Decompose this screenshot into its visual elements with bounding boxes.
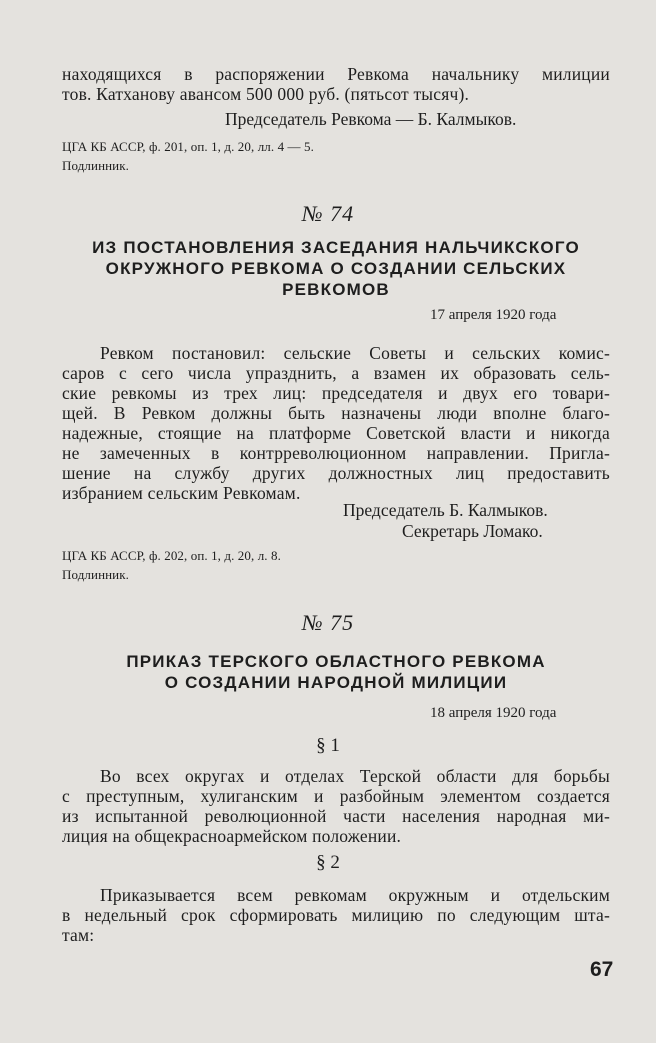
document-date-75: 18 апреля 1920 года [430, 705, 557, 721]
text-line: надежные, стоящие на платформе Советской власти и никогда [62, 423, 610, 443]
document-number-74: № 74 [301, 201, 355, 226]
original-note: Подлинник. [62, 158, 130, 173]
text-line: там: [62, 925, 95, 945]
document-body-74 [62, 343, 610, 503]
text-line: находящихся в распоряжении Ревкома начальнику милиции [62, 64, 610, 84]
archive-source [62, 137, 314, 175]
section-2-text [62, 885, 610, 945]
text-line: избранием сельским Ревкомам. [62, 483, 301, 503]
archive-source-74 [62, 546, 281, 584]
text-line: с преступным, хулиганским и разбойным элементом создается [62, 786, 610, 806]
original-note: Подлинник. [62, 567, 130, 582]
text-line: из испытанной революционной части населения народная ми- [62, 806, 610, 826]
text-line: Ревком постановил: сельские Советы и сельских комис- [100, 343, 610, 363]
heading-line: ИЗ ПОСТАНОВЛЕНИЯ ЗАСЕДАНИЯ НАЛЬЧИКСКОГО [92, 238, 580, 257]
text-line: тов. Катханову авансом 500 000 руб. (пятьсот тысяч). [62, 84, 470, 104]
document-heading-75 [62, 651, 610, 693]
text-line: лиция на общекрасноармейском положении. [62, 826, 402, 846]
continuation-text [62, 64, 610, 104]
document-number-75: № 75 [301, 610, 355, 635]
signature-secretary-74: Секретарь Ломако. [402, 521, 543, 541]
document-date-74: 17 апреля 1920 года [430, 307, 557, 323]
text-line: в недельный срок сформировать милицию по следующим шта- [62, 905, 610, 925]
text-line: щей. В Ревком должны быть назначены люди вполне благо- [62, 403, 610, 423]
source-ref: ЦГА КБ АССР, ф. 202, оп. 1, д. 20, л. 8. [62, 548, 281, 563]
heading-line: РЕВКОМОВ [282, 280, 390, 299]
heading-line: ОКРУЖНОГО РЕВКОМА О СОЗДАНИИ СЕЛЬСКИХ [105, 259, 567, 278]
heading-line: ПРИКАЗ ТЕРСКОГО ОБЛАСТНОГО РЕВКОМА [126, 652, 546, 671]
text-line: шение на службу других должностных лиц предоставить [62, 463, 610, 483]
source-ref: ЦГА КБ АССР, ф. 201, оп. 1, д. 20, лл. 4 — 5. [62, 139, 314, 154]
section-1-sign: § 1 [316, 735, 340, 756]
document-heading-74 [62, 237, 610, 300]
signature-chairman-74: Председатель Б. Калмыков. [343, 500, 548, 520]
text-line: Приказывается всем ревкомам окружным и отдельским [100, 885, 610, 905]
heading-line: О СОЗДАНИИ НАРОДНОЙ МИЛИЦИИ [164, 673, 508, 692]
text-line: не замеченных в контрреволюционном направлении. Пригла- [62, 443, 610, 463]
signature-chairman: Председатель Ревкома — Б. Калмыков. [225, 109, 517, 129]
text-line: ские ревкомы из трех лиц: председателя и двух его товари- [62, 383, 610, 403]
text-line: Во всех округах и отделах Терской области для борьбы [100, 766, 610, 786]
section-1-text [62, 766, 610, 846]
text-line: саров с сего числа упразднить, а взамен их образовать сель- [62, 363, 610, 383]
section-2-sign: § 2 [316, 852, 340, 873]
page-number: 67 [590, 958, 614, 981]
